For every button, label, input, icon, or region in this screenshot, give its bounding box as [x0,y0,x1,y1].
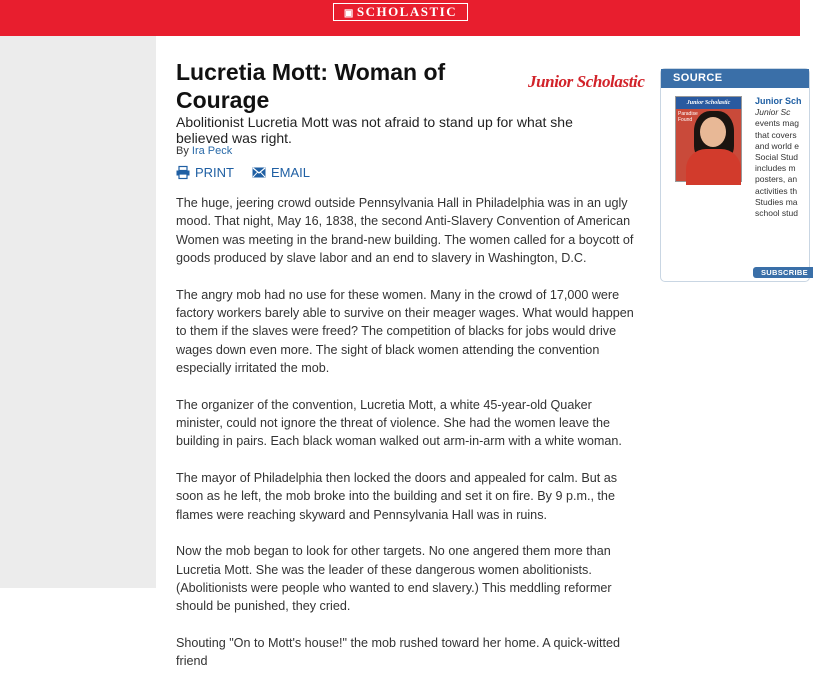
article-paragraph: The huge, jeering crowd outside Pennsylvania Hall in Philadelphia was in an ugly mood. That night, May 16, 1838, the second Anti-Slavery Convention of American Women was meeting in the brand-new building. The women called for a boycott of goods produced by slave labor and an end to slavery in Washington, D.C. [176,196,634,266]
article-paragraph: Shouting "On to Mott's house!" the mob rushed toward her home. A quick-witted friend [176,635,620,669]
source-line: Social Stud [755,152,798,163]
byline-prefix: By [176,145,189,157]
magazine-cover-image[interactable] [675,96,742,182]
article-body [176,194,636,689]
cover-photo-shirt [686,149,741,185]
source-box [660,68,810,282]
byline [176,145,232,157]
subscribe-button[interactable]: SUBSCRIBE [753,267,813,278]
left-sidebar [0,36,156,588]
cover-masthead: Junior Scholastic [676,97,741,109]
book-icon: ▣ [343,8,355,19]
printer-icon [176,166,190,179]
source-line: posters, an [755,174,798,185]
source-line: Junior Sc [755,107,791,118]
source-description [755,96,815,219]
article-title: Lucretia Mott: Woman of Courage [176,59,446,113]
envelope-icon [252,167,266,178]
article-paragraph: The angry mob had no use for these women. Many in the crowd of 17,000 were factory workers barely able to survive on their meager wages. What would happen to them if the slaves were freed? The competition of blacks for jobs would drive wages down even more. The sight of black women attending the convention especially irritated the mob. [176,287,634,376]
author-link[interactable]: Ira Peck [191,145,233,157]
article-paragraph: Now the mob began to look for other targets. No one angered them more than Lucretia Mott. She was the leader of these dangerous women abolitionists. (Abolitionists were people who wanted to end slavery.) This meddling reformer should be punished, they cried. [176,544,612,614]
article-actions [176,163,310,181]
source-name-link[interactable]: Junior Sch [755,96,802,106]
source-line: activities th [755,185,798,196]
source-line: includes m [755,163,796,174]
source-line: that covers [755,129,797,140]
print-button[interactable] [176,163,234,181]
cover-photo-face [700,117,726,147]
source-line: school stud [755,208,798,219]
source-line: and world e [755,140,799,151]
email-button[interactable] [252,163,310,181]
article-paragraph: The mayor of Philadelphia then locked the doors and appealed for calm. But as soon as he left, the mob broke into the building and set it on fire. By 9 p.m., the flames were reaching skyward and Pennsylvania Hall was in ruins. [176,470,618,522]
print-label: PRINT [195,164,234,180]
article-paragraph: The organizer of the convention, Lucretia Mott, a white 45-year-old Quaker minister, could not ignore the threat of violence. She had the women leave the building in pairs. Each black woman walked out arm-in-arm with a white woman. [176,397,622,449]
source-line: events mag [755,118,799,129]
source-header: SOURCE [661,69,809,88]
email-label: EMAIL [271,164,311,180]
scholastic-logo[interactable] [333,3,468,21]
junior-scholastic-logo[interactable]: Junior Scholastic [528,72,645,91]
top-header-bar [0,0,800,36]
source-line: Studies ma [755,196,798,207]
cover-tagline: Paradise Found [678,111,698,123]
article-subtitle: Abolitionist Lucretia Mott was not afraid to stand up for what she believed was right. [176,114,573,146]
scholastic-logo-text: SCHOLASTIC [356,4,458,19]
